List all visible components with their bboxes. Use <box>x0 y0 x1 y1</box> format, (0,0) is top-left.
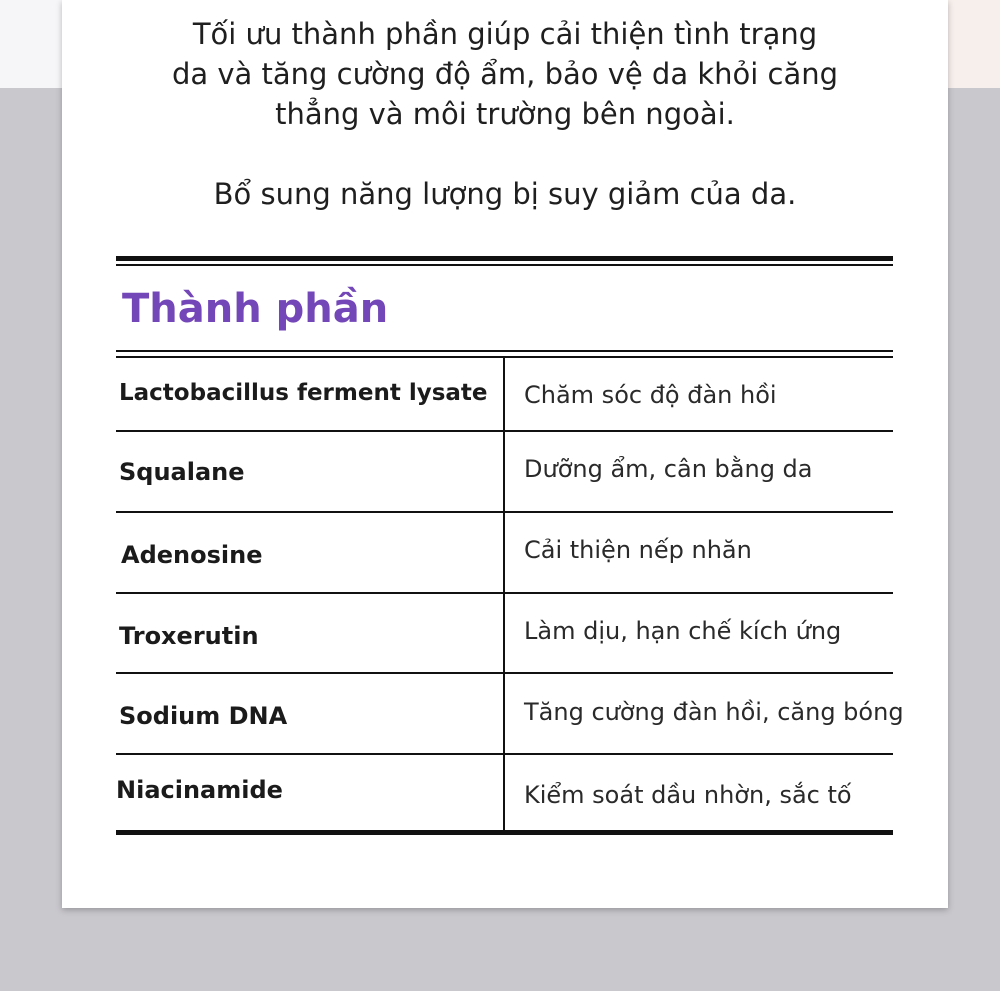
intro-line: da và tăng cường độ ẩm, bảo vệ da khỏi căng <box>171 57 839 91</box>
intro-text <box>0 14 1000 214</box>
intro-line: thẳng và môi trường bên ngoài. <box>275 97 735 131</box>
table-column-divider <box>503 356 505 832</box>
ingredient-name: Squalane <box>119 458 245 486</box>
divider-thin <box>116 264 893 266</box>
divider-thick <box>116 256 893 261</box>
ingredient-benefit: Kiểm soát dầu nhờn, sắc tố <box>524 781 852 809</box>
intro-line: Tối ưu thành phần giúp cải thiện tình trạng <box>192 17 818 51</box>
ingredient-benefit: Tăng cường đàn hồi, căng bóng <box>524 698 904 726</box>
ingredient-benefit: Chăm sóc độ đàn hồi <box>524 381 777 409</box>
ingredient-name: Sodium DNA <box>119 702 288 730</box>
table-top-rule <box>116 350 893 352</box>
ingredient-name: Niacinamide <box>116 776 283 804</box>
ingredient-name: Lactobacillus ferment lysate <box>119 380 488 406</box>
intro-line: Bổ sung năng lượng bị suy giảm của da. <box>213 177 797 211</box>
ingredient-name: Adenosine <box>121 541 263 569</box>
ingredient-benefit: Làm dịu, hạn chế kích ứng <box>524 617 842 645</box>
table-bottom-rule <box>116 830 893 835</box>
ingredient-name: Troxerutin <box>119 622 259 650</box>
ingredient-benefit: Dưỡng ẩm, cân bằng da <box>524 455 813 483</box>
section-title: Thành phần <box>122 286 389 332</box>
ingredient-benefit: Cải thiện nếp nhăn <box>524 536 752 564</box>
